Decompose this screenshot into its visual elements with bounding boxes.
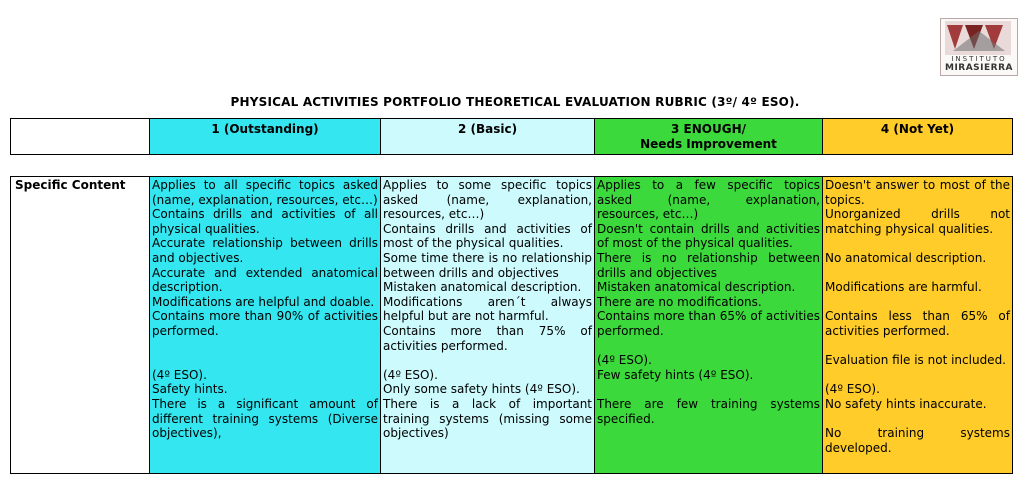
header-enough-line-2: Needs Improvement	[640, 137, 777, 151]
notyet-text-5: Contains less than 65% of activities performed.	[825, 309, 1010, 338]
outstanding-text-7: (4º ESO).	[152, 367, 207, 382]
header-outstanding-label: 1 (Outstanding)	[211, 122, 319, 136]
cell-outstanding	[149, 176, 381, 474]
outstanding-text-9: There is a significant amount of different training systems (Diverse objectives),	[152, 396, 378, 441]
logo-line-1: INSTITUTO	[951, 55, 1007, 63]
cell-basic	[380, 176, 595, 474]
header-notyet-label: 4 (Not Yet)	[880, 122, 955, 136]
enough-text-3: There is no relationship between drills and objectives	[597, 250, 820, 280]
notyet-text-9: No training systems developed.	[825, 426, 1010, 455]
outstanding-text-5: Modifications are helpful and doable.	[152, 294, 375, 309]
header-basic	[380, 118, 595, 155]
logo-line-2: MIRASIERRA	[944, 63, 1013, 73]
outstanding-text-2: Contains drills and activities of all physical qualities.	[152, 207, 378, 236]
logo-emblem-icon	[945, 21, 1011, 55]
header-outstanding	[149, 118, 381, 155]
enough-text-7: (4º ESO).	[597, 353, 652, 368]
basic-text-5: Modifications aren´t always helpful but are not harmful.	[383, 294, 592, 324]
outstanding-text-6: Contains more than 90% of activities performed.	[152, 309, 378, 338]
enough-text-2: Doesn't contain drills and activities of most of the physical qualities.	[597, 221, 820, 251]
header-basic-label: 2 (Basic)	[457, 122, 518, 136]
page-title: PHYSICAL ACTIVITIES PORTFOLIO THEORETICAL EVALUATION RUBRIC (3º/ 4º ESO).	[230, 95, 800, 109]
basic-text-8: Only some safety hints (4º ESO).	[383, 382, 580, 397]
enough-text-8: Few safety hints (4º ESO).	[597, 367, 754, 382]
notyet-text-4: Modifications are harmful.	[825, 280, 982, 295]
header-blank-cell	[10, 118, 150, 155]
header-notyet	[822, 118, 1013, 155]
header-enough	[594, 118, 823, 155]
notyet-text-2: Unorganized drills not matching physical qualities.	[825, 207, 1010, 236]
enough-text-4: Mistaken anatomical description.	[597, 280, 796, 295]
basic-text-7: (4º ESO).	[383, 367, 438, 382]
notyet-text-3: No anatomical description.	[825, 250, 987, 265]
notyet-text-7: (4º ESO).	[825, 382, 880, 397]
basic-text-2: Contains drills and activities of most of the physical qualities.	[383, 221, 592, 251]
basic-text-1: Applies to some specific topics asked (name, explanation, resources, etc…)	[383, 178, 592, 222]
enough-text-5: There are no modifications.	[597, 294, 762, 309]
row-label-cell	[10, 176, 150, 474]
basic-text-3: Some time there is no relationship between drills and objectives	[383, 250, 592, 280]
basic-text-9: There is a lack of important training systems (missing some objectives)	[383, 396, 592, 441]
enough-text-6: Contains more than 65% of activities performed.	[597, 309, 820, 338]
basic-text-4: Mistaken anatomical description.	[383, 280, 582, 295]
row-label: Specific Content	[15, 178, 126, 192]
outstanding-text-4: Accurate and extended anatomical description.	[152, 265, 378, 295]
notyet-text-1: Doesn't answer to most of the topics.	[825, 178, 1010, 207]
enough-text-1: Applies to a few specific topics asked (name, explanation, resources, etc…)	[597, 178, 820, 222]
outstanding-text-1: Applies to all specific topics asked (name, explanation, resources, etc…)	[152, 178, 378, 207]
basic-text-6: Contains more than 75% of activities performed.	[383, 323, 592, 353]
notyet-text-8: No safety hints inaccurate.	[825, 396, 987, 411]
notyet-text-6: Evaluation file is not included.	[825, 353, 1006, 368]
cell-notyet	[822, 176, 1013, 474]
cell-enough	[594, 176, 823, 474]
outstanding-text-3: Accurate relationship between drills and objectives.	[152, 236, 378, 265]
enough-text-9: There are few training systems specified.	[597, 396, 820, 426]
header-enough-line-1: 3 ENOUGH/	[671, 122, 746, 136]
outstanding-text-8: Safety hints.	[152, 382, 228, 397]
school-logo	[940, 18, 1018, 76]
